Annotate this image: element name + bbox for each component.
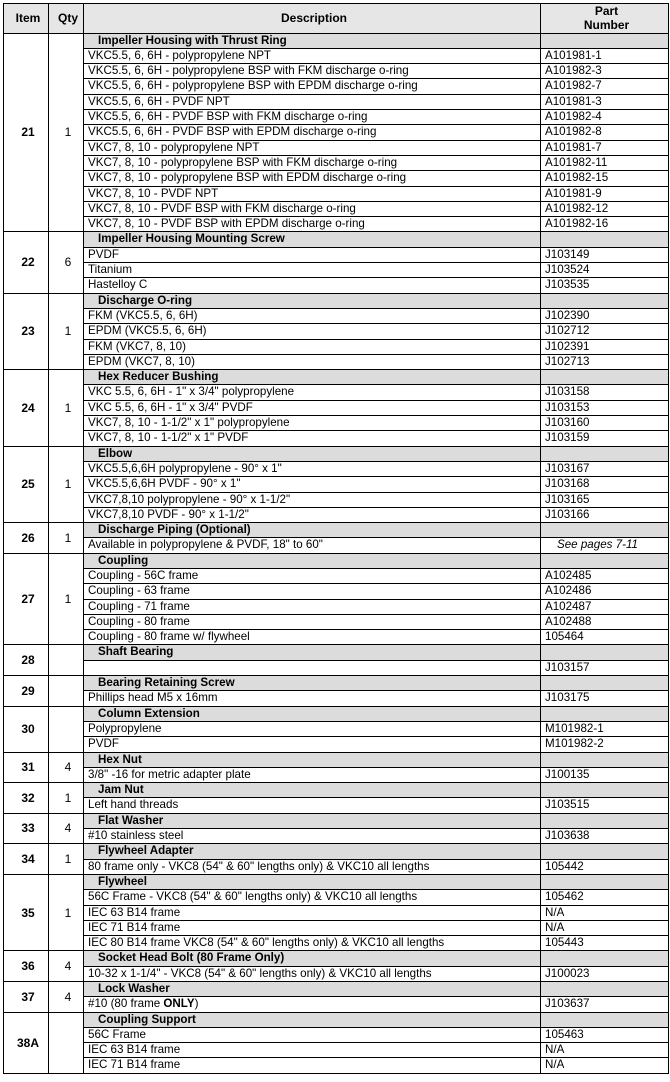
table-row xyxy=(4,48,669,63)
row-part-number: J103165 xyxy=(541,492,669,507)
table-row xyxy=(4,263,669,278)
group-part-blank xyxy=(541,523,669,538)
row-part-number: A102488 xyxy=(541,614,669,629)
table-row xyxy=(4,400,669,415)
item-number: 25 xyxy=(4,446,49,522)
header-row xyxy=(4,4,669,34)
row-description: IEC 63 B14 frame xyxy=(84,905,541,920)
quantity: 1 xyxy=(49,874,84,950)
row-description: VKC7,8,10 polypropylene - 90° x 1-1/2" xyxy=(84,492,541,507)
row-description: PVDF xyxy=(84,737,541,752)
row-part-number: M101982-1 xyxy=(541,721,669,736)
table-row xyxy=(4,905,669,920)
row-part-number: A101982-7 xyxy=(541,79,669,94)
group-row-item-33 xyxy=(4,813,669,828)
part-number-header-line1: Part xyxy=(594,4,619,18)
quantity: 4 xyxy=(49,813,84,844)
row-description xyxy=(84,660,541,675)
table-row xyxy=(4,64,669,79)
group-title: Column Extension xyxy=(84,706,541,721)
group-title: Flat Washer xyxy=(84,813,541,828)
quantity xyxy=(49,706,84,752)
row-description: 10-32 x 1-1/4" - VKC8 (54" & 60" lengths only) & VKC10 all lengths xyxy=(84,966,541,981)
row-part-number: J103166 xyxy=(541,507,669,522)
item-number: 26 xyxy=(4,523,49,554)
quantity xyxy=(49,676,84,707)
table-row xyxy=(4,691,669,706)
quantity xyxy=(49,645,84,676)
row-part-number: J102391 xyxy=(541,339,669,354)
item-number: 37 xyxy=(4,982,49,1013)
row-part-number: N/A xyxy=(541,1043,669,1058)
table-row xyxy=(4,829,669,844)
group-part-blank xyxy=(541,813,669,828)
row-part-number: A102487 xyxy=(541,599,669,614)
table-row xyxy=(4,920,669,935)
table-row xyxy=(4,660,669,675)
row-part-number: J100135 xyxy=(541,767,669,782)
group-part-blank xyxy=(541,844,669,859)
row-description: VKC5.5,6,6H PVDF - 90° x 1" xyxy=(84,477,541,492)
table-row xyxy=(4,431,669,446)
table-row xyxy=(4,492,669,507)
table-row xyxy=(4,278,669,293)
item-number: 36 xyxy=(4,951,49,982)
group-row-item-26 xyxy=(4,523,669,538)
row-description: 56C Frame xyxy=(84,1027,541,1042)
table-row xyxy=(4,217,669,232)
row-part-number: A101981-7 xyxy=(541,140,669,155)
group-part-blank xyxy=(541,370,669,385)
item-number: 21 xyxy=(4,33,49,232)
row-description: VKC5.5, 6, 6H - polypropylene BSP with FKM discharge o-ring xyxy=(84,64,541,79)
quantity: 4 xyxy=(49,951,84,982)
item-number: 24 xyxy=(4,370,49,446)
group-row-item-31 xyxy=(4,752,669,767)
part-number-header xyxy=(541,4,669,34)
row-part-number: J103158 xyxy=(541,385,669,400)
table-row xyxy=(4,354,669,369)
group-part-blank xyxy=(541,293,669,308)
group-row-item-23 xyxy=(4,293,669,308)
row-description: Coupling - 63 frame xyxy=(84,584,541,599)
item-number: 34 xyxy=(4,844,49,875)
item-number: 29 xyxy=(4,676,49,707)
quantity: 1 xyxy=(49,523,84,554)
quantity: 4 xyxy=(49,982,84,1013)
row-part-number: N/A xyxy=(541,1058,669,1073)
row-part-number: A101982-11 xyxy=(541,155,669,170)
row-part-number: J102390 xyxy=(541,308,669,323)
row-part-number: A101982-4 xyxy=(541,110,669,125)
table-row xyxy=(4,997,669,1012)
row-description: Left hand threads xyxy=(84,798,541,813)
table-row xyxy=(4,538,669,553)
table-row xyxy=(4,110,669,125)
table-row xyxy=(4,247,669,262)
group-row-item-22 xyxy=(4,232,669,247)
quantity xyxy=(49,1012,84,1073)
item-header: Item xyxy=(4,4,49,34)
group-title: Impeller Housing with Thrust Ring xyxy=(84,33,541,48)
row-description: FKM (VKC7, 8, 10) xyxy=(84,339,541,354)
row-part-number: A101981-3 xyxy=(541,94,669,109)
group-title: Discharge Piping (Optional) xyxy=(84,523,541,538)
row-description: VKC 5.5, 6, 6H - 1" x 3/4" polypropylene xyxy=(84,385,541,400)
row-description: VKC5.5, 6, 6H - PVDF BSP with EPDM discharge o-ring xyxy=(84,125,541,140)
row-description: Phillips head M5 x 16mm xyxy=(84,691,541,706)
group-row-item-30 xyxy=(4,706,669,721)
group-row-item-28 xyxy=(4,645,669,660)
row-description: Hastelloy C xyxy=(84,278,541,293)
row-description: EPDM (VKC7, 8, 10) xyxy=(84,354,541,369)
row-description: VKC7, 8, 10 - PVDF BSP with EPDM discharge o-ring xyxy=(84,217,541,232)
group-title: Discharge O-ring xyxy=(84,293,541,308)
group-row-item-35 xyxy=(4,874,669,889)
row-part-number: 105464 xyxy=(541,630,669,645)
group-row-item-38A xyxy=(4,1012,669,1027)
group-title: Bearing Retaining Screw xyxy=(84,676,541,691)
group-row-item-37 xyxy=(4,982,669,997)
row-description: Coupling - 80 frame xyxy=(84,614,541,629)
table-row xyxy=(4,599,669,614)
table-row xyxy=(4,568,669,583)
table-row xyxy=(4,1027,669,1042)
item-number: 23 xyxy=(4,293,49,369)
table-row xyxy=(4,798,669,813)
row-part-number: 105463 xyxy=(541,1027,669,1042)
item-number: 38A xyxy=(4,1012,49,1073)
table-row xyxy=(4,630,669,645)
table-row xyxy=(4,1043,669,1058)
row-description: EPDM (VKC5.5, 6, 6H) xyxy=(84,324,541,339)
quantity: 1 xyxy=(49,33,84,232)
row-part-number: See pages 7-11 xyxy=(541,538,669,553)
quantity: 1 xyxy=(49,553,84,645)
table-row xyxy=(4,201,669,216)
row-part-number: A101982-3 xyxy=(541,64,669,79)
item-number: 22 xyxy=(4,232,49,293)
row-part-number: A101982-15 xyxy=(541,171,669,186)
description-header: Description xyxy=(84,4,541,34)
table-row xyxy=(4,936,669,951)
row-description: #10 stainless steel xyxy=(84,829,541,844)
row-description: Available in polypropylene & PVDF, 18" to 60" xyxy=(84,538,541,553)
row-description: VKC7,8,10 PVDF - 90° x 1-1/2" xyxy=(84,507,541,522)
group-part-blank xyxy=(541,33,669,48)
table-row xyxy=(4,966,669,981)
quantity: 1 xyxy=(49,844,84,875)
table-row xyxy=(4,477,669,492)
group-part-blank xyxy=(541,706,669,721)
item-number: 32 xyxy=(4,783,49,814)
table-row xyxy=(4,614,669,629)
row-description-emphasis: ONLY xyxy=(163,997,195,1011)
table-row xyxy=(4,721,669,736)
group-part-blank xyxy=(541,752,669,767)
group-title: Jam Nut xyxy=(84,783,541,798)
row-part-number: J102713 xyxy=(541,354,669,369)
row-part-number: A101981-1 xyxy=(541,48,669,63)
row-description: Coupling - 71 frame xyxy=(84,599,541,614)
table-row xyxy=(4,171,669,186)
table-row xyxy=(4,125,669,140)
row-part-number: J103160 xyxy=(541,416,669,431)
group-title: Socket Head Bolt (80 Frame Only) xyxy=(84,951,541,966)
group-part-blank xyxy=(541,645,669,660)
group-part-blank xyxy=(541,874,669,889)
group-title: Flywheel xyxy=(84,874,541,889)
quantity: 1 xyxy=(49,370,84,446)
row-description: #10 (80 frame ONLY) xyxy=(84,997,541,1012)
group-title: Elbow xyxy=(84,446,541,461)
row-part-number: J103153 xyxy=(541,400,669,415)
row-part-number: J103157 xyxy=(541,660,669,675)
table-row xyxy=(4,385,669,400)
quantity: 1 xyxy=(49,293,84,369)
group-row-item-32 xyxy=(4,783,669,798)
row-description: Polypropylene xyxy=(84,721,541,736)
row-description: VKC5.5, 6, 6H - polypropylene BSP with EPDM discharge o-ring xyxy=(84,79,541,94)
row-part-number: 105442 xyxy=(541,859,669,874)
group-title: Coupling Support xyxy=(84,1012,541,1027)
row-description: VKC5.5,6,6H polypropylene - 90° x 1" xyxy=(84,461,541,476)
row-part-number: J103168 xyxy=(541,477,669,492)
table-row xyxy=(4,890,669,905)
group-part-blank xyxy=(541,951,669,966)
group-part-blank xyxy=(541,676,669,691)
row-part-number: J103515 xyxy=(541,798,669,813)
table-row xyxy=(4,186,669,201)
row-description: VKC7, 8, 10 - 1-1/2" x 1" PVDF xyxy=(84,431,541,446)
group-part-blank xyxy=(541,783,669,798)
item-number: 31 xyxy=(4,752,49,783)
row-part-number: A102485 xyxy=(541,568,669,583)
group-part-blank xyxy=(541,553,669,568)
row-part-number: J103167 xyxy=(541,461,669,476)
row-description: VKC7, 8, 10 - polypropylene NPT xyxy=(84,140,541,155)
table-row xyxy=(4,308,669,323)
table-row xyxy=(4,94,669,109)
row-part-number: A101982-8 xyxy=(541,125,669,140)
row-description: IEC 71 B14 frame xyxy=(84,920,541,935)
table-row xyxy=(4,324,669,339)
row-description: PVDF xyxy=(84,247,541,262)
group-part-blank xyxy=(541,982,669,997)
table-row xyxy=(4,767,669,782)
table-row xyxy=(4,79,669,94)
quantity: 1 xyxy=(49,446,84,522)
row-part-number: J103159 xyxy=(541,431,669,446)
group-title: Shaft Bearing xyxy=(84,645,541,660)
row-part-number: A101982-16 xyxy=(541,217,669,232)
row-description: VKC5.5, 6, 6H - PVDF NPT xyxy=(84,94,541,109)
row-part-number: 105443 xyxy=(541,936,669,951)
row-description: Titanium xyxy=(84,263,541,278)
quantity: 4 xyxy=(49,752,84,783)
group-part-blank xyxy=(541,1012,669,1027)
row-part-number: J103175 xyxy=(541,691,669,706)
row-part-number: A101981-9 xyxy=(541,186,669,201)
item-number: 33 xyxy=(4,813,49,844)
row-part-number: J100023 xyxy=(541,966,669,981)
row-description: VKC5.5, 6, 6H - PVDF BSP with FKM discharge o-ring xyxy=(84,110,541,125)
quantity: 1 xyxy=(49,783,84,814)
table-row xyxy=(4,584,669,599)
row-description: 3/8" -16 for metric adapter plate xyxy=(84,767,541,782)
row-description: Coupling - 80 frame w/ flywheel xyxy=(84,630,541,645)
group-title: Hex Reducer Bushing xyxy=(84,370,541,385)
row-part-number: A102486 xyxy=(541,584,669,599)
table-row xyxy=(4,416,669,431)
row-part-number: A101982-12 xyxy=(541,201,669,216)
table-row xyxy=(4,461,669,476)
row-part-number: J103535 xyxy=(541,278,669,293)
qty-header: Qty xyxy=(49,4,84,34)
row-description: IEC 80 B14 frame VKC8 (54" & 60" lengths only) & VKC10 all lengths xyxy=(84,936,541,951)
group-part-blank xyxy=(541,232,669,247)
row-part-number: N/A xyxy=(541,905,669,920)
row-description: IEC 63 B14 frame xyxy=(84,1043,541,1058)
table-row xyxy=(4,859,669,874)
table-row xyxy=(4,140,669,155)
table-row xyxy=(4,1058,669,1073)
row-description: VKC7, 8, 10 - PVDF NPT xyxy=(84,186,541,201)
table-row xyxy=(4,737,669,752)
table-row xyxy=(4,339,669,354)
group-row-item-25 xyxy=(4,446,669,461)
row-description: IEC 71 B14 frame xyxy=(84,1058,541,1073)
group-row-item-24 xyxy=(4,370,669,385)
group-row-item-29 xyxy=(4,676,669,691)
row-part-number: J102712 xyxy=(541,324,669,339)
row-description: VKC7, 8, 10 - 1-1/2" x 1" polypropylene xyxy=(84,416,541,431)
row-description: FKM (VKC5.5, 6, 6H) xyxy=(84,308,541,323)
group-row-item-34 xyxy=(4,844,669,859)
group-title: Coupling xyxy=(84,553,541,568)
table-row xyxy=(4,507,669,522)
row-part-number: J103149 xyxy=(541,247,669,262)
item-number: 27 xyxy=(4,553,49,645)
row-description: 56C Frame - VKC8 (54" & 60" lengths only) & VKC10 all lengths xyxy=(84,890,541,905)
group-row-item-21 xyxy=(4,33,669,48)
row-part-number: 105462 xyxy=(541,890,669,905)
row-description: Coupling - 56C frame xyxy=(84,568,541,583)
row-part-number: J103637 xyxy=(541,997,669,1012)
group-title: Impeller Housing Mounting Screw xyxy=(84,232,541,247)
row-description: VKC5.5, 6, 6H - polypropylene NPT xyxy=(84,48,541,63)
part-number-header-line2: Number xyxy=(583,18,630,33)
item-number: 35 xyxy=(4,874,49,950)
item-number: 30 xyxy=(4,706,49,752)
item-number: 28 xyxy=(4,645,49,676)
row-description: VKC 5.5, 6, 6H - 1" x 3/4" PVDF xyxy=(84,400,541,415)
row-part-number: J103524 xyxy=(541,263,669,278)
group-row-item-27 xyxy=(4,553,669,568)
row-description: VKC7, 8, 10 - PVDF BSP with FKM discharge o-ring xyxy=(84,201,541,216)
row-part-number: J103638 xyxy=(541,829,669,844)
row-description: VKC7, 8, 10 - polypropylene BSP with FKM discharge o-ring xyxy=(84,155,541,170)
row-part-number: M101982-2 xyxy=(541,737,669,752)
group-title: Lock Washer xyxy=(84,982,541,997)
group-title: Flywheel Adapter xyxy=(84,844,541,859)
row-description: VKC7, 8, 10 - polypropylene BSP with EPDM discharge o-ring xyxy=(84,171,541,186)
row-part-number: N/A xyxy=(541,920,669,935)
group-row-item-36 xyxy=(4,951,669,966)
parts-table xyxy=(3,3,669,1074)
quantity: 6 xyxy=(49,232,84,293)
table-row xyxy=(4,155,669,170)
row-description: 80 frame only - VKC8 (54" & 60" lengths only) & VKC10 all lengths xyxy=(84,859,541,874)
group-part-blank xyxy=(541,446,669,461)
group-title: Hex Nut xyxy=(84,752,541,767)
parts-body xyxy=(4,33,669,1073)
